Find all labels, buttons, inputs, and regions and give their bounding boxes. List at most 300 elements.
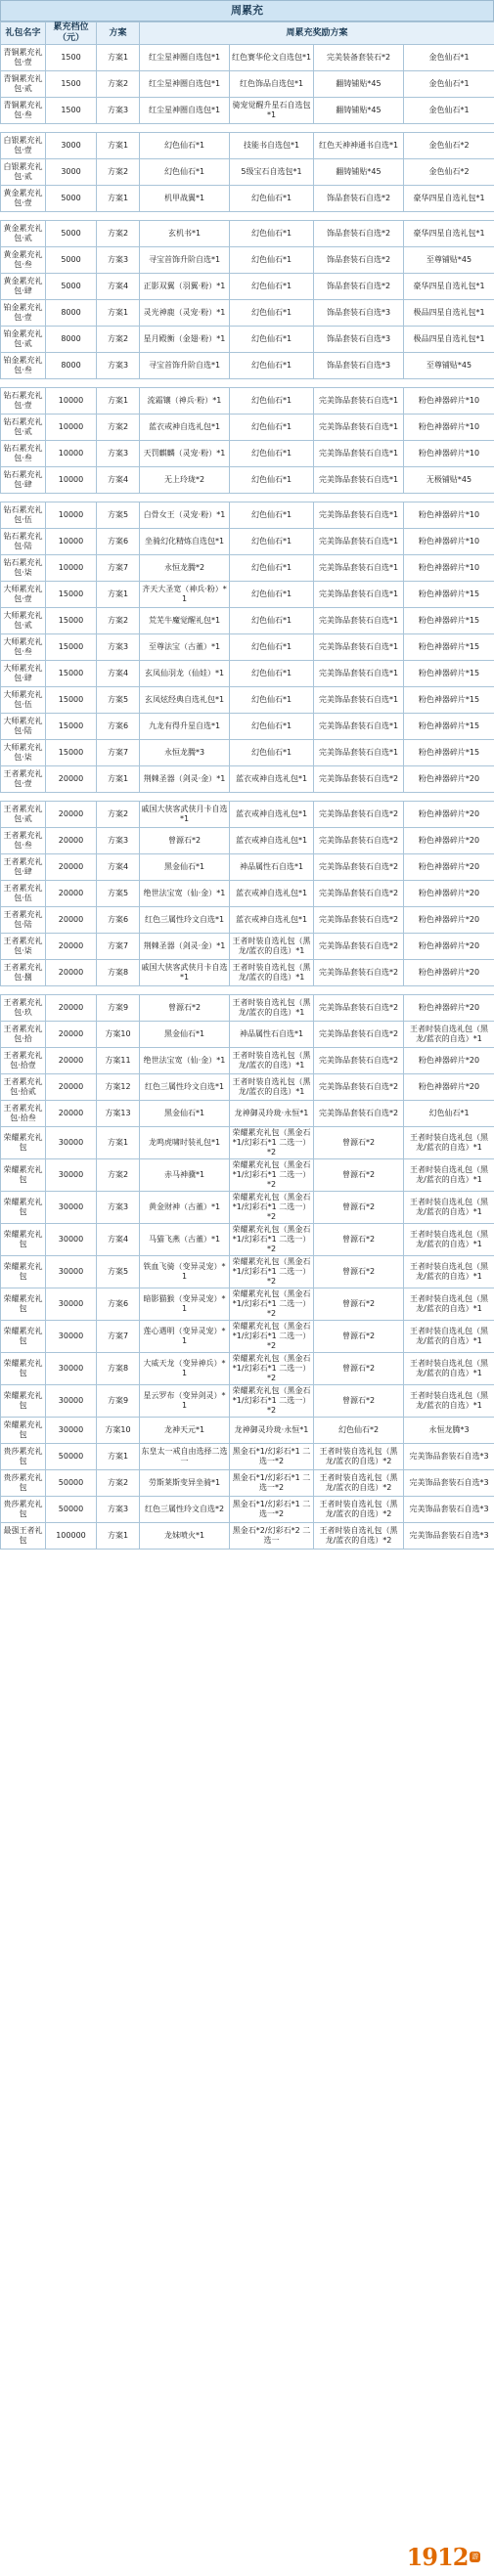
plan-cell: 方案3 — [97, 828, 140, 854]
reward-cell: 红尘星神圈自选包*1 — [140, 98, 230, 124]
reward-cell: 幻色仙石*2 — [314, 1418, 404, 1444]
reward-cell: 粉色神器碎片*20 — [404, 934, 494, 960]
table-row — [1, 907, 494, 934]
plan-cell: 方案4 — [97, 854, 140, 881]
package-name-cell: 荣耀累充礼包 — [1, 1159, 46, 1192]
reward-cell: 王者时装自选礼包（黑龙/蓝衣的自选）*1 — [404, 1385, 494, 1418]
reward-cell: 王者时装自选礼包（黑龙/蓝衣的自选）*1 — [230, 960, 314, 986]
plan-cell: 方案1 — [97, 45, 140, 71]
reward-cell: 粉色神器碎片*10 — [404, 441, 494, 467]
package-name-cell: 王者累充礼包·叁 — [1, 828, 46, 854]
amount-cell: 30000 — [46, 1256, 97, 1288]
reward-cell: 龙鸣虎啸时装礼包*1 — [140, 1127, 230, 1159]
reward-cell: 红色饰品自选包*1 — [230, 71, 314, 98]
reward-cell: 饰品套装石自选*2 — [314, 186, 404, 212]
table-row — [1, 98, 494, 124]
reward-cell: 荣耀累充礼包（黑金石*1/幻彩石*1 二选一）*2 — [230, 1127, 314, 1159]
plan-cell: 方案1 — [97, 1444, 140, 1470]
amount-cell: 10000 — [46, 441, 97, 467]
table-row — [1, 634, 494, 661]
reward-cell: 金色仙石*1 — [404, 71, 494, 98]
reward-cell: 粉色神器碎片*15 — [404, 740, 494, 766]
reward-cell: 粉色神器碎片*20 — [404, 802, 494, 828]
amount-cell: 10000 — [46, 467, 97, 494]
reward-cell: 曾源石*2 — [314, 1353, 404, 1385]
amount-cell: 8000 — [46, 353, 97, 379]
reward-cell: 完美饰品套装石自选*1 — [314, 661, 404, 687]
package-name-cell: 荣耀累充礼包 — [1, 1288, 46, 1321]
table-row — [1, 1385, 494, 1418]
package-name-cell: 最强王者礼包 — [1, 1523, 46, 1550]
reward-cell: 曾源石*2 — [140, 995, 230, 1022]
table-row — [1, 1048, 494, 1074]
reward-cell: 荣耀累充礼包（黑金石*1/幻彩石*1 二选一）*2 — [230, 1288, 314, 1321]
plan-cell: 方案12 — [97, 1074, 140, 1101]
reward-cell: 王者时装自选礼包（黑龙/蓝衣的自选）*1 — [404, 1256, 494, 1288]
reward-cell: 戚国大侠客武侠月卡自选*1 — [140, 960, 230, 986]
package-name-cell: 黄金累充礼包·叁 — [1, 247, 46, 274]
reward-cell: 灵光神鹿（灵宠·粉）*1 — [140, 300, 230, 327]
header-row — [1, 22, 494, 45]
package-name-cell: 钻石累充礼包·柒 — [1, 555, 46, 582]
plan-cell: 方案1 — [97, 388, 140, 415]
amount-cell: 20000 — [46, 1101, 97, 1127]
amount-cell: 15000 — [46, 714, 97, 740]
amount-cell: 30000 — [46, 1418, 97, 1444]
reward-cell: 完美饰品套装石自选*2 — [314, 1048, 404, 1074]
package-name-cell: 白银累充礼包·贰 — [1, 159, 46, 186]
reward-cell: 曾源石*2 — [314, 1321, 404, 1353]
table-row — [1, 1159, 494, 1192]
amount-cell: 3000 — [46, 133, 97, 159]
amount-cell: 1500 — [46, 98, 97, 124]
plan-cell: 方案10 — [97, 1418, 140, 1444]
plan-cell: 方案3 — [97, 247, 140, 274]
header-name: 礼包名字 — [1, 22, 46, 45]
reward-cell: 粉色神器碎片*10 — [404, 415, 494, 441]
reward-cell: 无极铺贴*45 — [404, 467, 494, 494]
package-name-cell: 青铜累充礼包·贰 — [1, 71, 46, 98]
reward-cell: 幻色仙石*1 — [230, 327, 314, 353]
table-row — [1, 1127, 494, 1159]
reward-cell: 曾源石*2 — [314, 1256, 404, 1288]
reward-cell: 完美饰品套装石自选*1 — [314, 555, 404, 582]
group-separator — [1, 124, 494, 133]
package-name-cell: 铂金累充礼包·叁 — [1, 353, 46, 379]
amount-cell: 50000 — [46, 1470, 97, 1497]
reward-cell: 翻铸铺贴*45 — [314, 159, 404, 186]
reward-cell: 幻色仙石*1 — [230, 353, 314, 379]
plan-cell: 方案4 — [97, 274, 140, 300]
reward-cell: 幻色仙石*1 — [230, 634, 314, 661]
reward-cell: 曾源石*2 — [140, 828, 230, 854]
table-row — [1, 441, 494, 467]
plan-cell: 方案4 — [97, 661, 140, 687]
reward-cell: 粉色神器碎片*20 — [404, 828, 494, 854]
table-row — [1, 300, 494, 327]
reward-cell: 红色三属性玲文自选*2 — [140, 1497, 230, 1523]
reward-cell: 幻色仙石*1 — [230, 529, 314, 555]
plan-cell: 方案1 — [97, 186, 140, 212]
reward-cell: 粉色神器碎片*20 — [404, 1048, 494, 1074]
package-name-cell: 王者累充礼包·捌 — [1, 960, 46, 986]
reward-cell: 金色仙石*2 — [404, 159, 494, 186]
plan-cell: 方案7 — [97, 1321, 140, 1353]
package-name-cell: 钻石累充礼包·壹 — [1, 388, 46, 415]
reward-cell: 永恒龙腾*3 — [140, 740, 230, 766]
reward-cell: 完美饰品套装石自选*1 — [314, 441, 404, 467]
amount-cell: 8000 — [46, 300, 97, 327]
reward-cell: 幻色仙石*1 — [140, 159, 230, 186]
reward-cell: 劳斯莱斯变异坐骑*1 — [140, 1470, 230, 1497]
table-row — [1, 687, 494, 714]
table-row — [1, 467, 494, 494]
reward-cell: 曾源石*2 — [314, 1192, 404, 1224]
reward-cell: 黑金仙石*1 — [140, 854, 230, 881]
reward-cell: 至尊铺贴*45 — [404, 247, 494, 274]
header-amount: 累充档位（元） — [46, 22, 97, 45]
reward-cell: 完美饰品套装石自选*3 — [404, 1523, 494, 1550]
reward-cell: 黑金石*1/幻彩石*1 二选一*2 — [230, 1470, 314, 1497]
table-row — [1, 353, 494, 379]
reward-cell: 赤马神骥*1 — [140, 1159, 230, 1192]
reward-cell: 蓝衣戒神自选礼包*1 — [230, 907, 314, 934]
reward-cell: 白骨女王（灵宠·粉）*1 — [140, 502, 230, 529]
table-row — [1, 529, 494, 555]
reward-cell: 饰品套装石自选*2 — [314, 221, 404, 247]
plan-cell: 方案1 — [97, 133, 140, 159]
reward-cell: 粉色神器碎片*15 — [404, 582, 494, 608]
reward-cell: 幻色仙石*1 — [404, 1101, 494, 1127]
reward-cell: 完美饰品套装石自选*1 — [314, 740, 404, 766]
amount-cell: 15000 — [46, 608, 97, 634]
reward-cell: 粉色神器碎片*20 — [404, 960, 494, 986]
reward-cell: 金色仙石*2 — [404, 133, 494, 159]
table-row — [1, 766, 494, 793]
reward-cell: 幻色仙石*1 — [230, 221, 314, 247]
amount-cell: 30000 — [46, 1321, 97, 1353]
package-name-cell: 大师累充礼包·伍 — [1, 687, 46, 714]
plan-cell: 方案9 — [97, 1385, 140, 1418]
reward-cell: 铁血飞骑（变异灵宠）*1 — [140, 1256, 230, 1288]
reward-cell: 荒芜牛魔觉醒礼包*1 — [140, 608, 230, 634]
package-name-cell: 大师累充礼包·肆 — [1, 661, 46, 687]
table-row — [1, 995, 494, 1022]
amount-cell: 20000 — [46, 854, 97, 881]
table-row — [1, 45, 494, 71]
package-name-cell: 大师累充礼包·贰 — [1, 608, 46, 634]
amount-cell: 100000 — [46, 1523, 97, 1550]
plan-cell: 方案6 — [97, 1288, 140, 1321]
table-row — [1, 714, 494, 740]
table-row — [1, 1022, 494, 1048]
amount-cell: 5000 — [46, 221, 97, 247]
reward-cell: 黑金石*1/幻彩石*1 二选一*2 — [230, 1444, 314, 1470]
reward-cell: 完美饰品套装石自选*2 — [314, 1022, 404, 1048]
reward-cell: 神品属性石自选*1 — [230, 1022, 314, 1048]
reward-cell: 幻色仙石*1 — [230, 740, 314, 766]
package-name-cell: 青铜累充礼包·壹 — [1, 45, 46, 71]
reward-cell: 暗影猫猴（变异灵宠）*1 — [140, 1288, 230, 1321]
amount-cell: 10000 — [46, 415, 97, 441]
table-row — [1, 1470, 494, 1497]
reward-cell: 完美饰品套装石自选*1 — [314, 388, 404, 415]
plan-cell: 方案6 — [97, 907, 140, 934]
table-row — [1, 582, 494, 608]
reward-cell: 幻色仙石*1 — [230, 467, 314, 494]
package-name-cell: 钻石累充礼包·伍 — [1, 502, 46, 529]
header-rewards: 周累充奖励方案 — [140, 22, 494, 45]
reward-cell: 荣耀累充礼包（黑金石*1/幻彩石*1 二选一）*2 — [230, 1159, 314, 1192]
plan-cell: 方案3 — [97, 98, 140, 124]
table-row — [1, 327, 494, 353]
separator-cell — [1, 494, 494, 502]
table-row — [1, 740, 494, 766]
reward-cell: 红尘星神圈自选包*1 — [140, 71, 230, 98]
group-separator — [1, 793, 494, 802]
package-name-cell: 王者累充礼包·肆 — [1, 854, 46, 881]
reward-cell: 完美饰品套装石自选*2 — [314, 907, 404, 934]
plan-cell: 方案2 — [97, 802, 140, 828]
reward-cell: 完美饰品套装石自选*2 — [314, 854, 404, 881]
reward-cell: 寻宝首饰升阶自选*1 — [140, 247, 230, 274]
reward-cell: 豪华四星自选礼包*1 — [404, 221, 494, 247]
plan-cell: 方案8 — [97, 960, 140, 986]
amount-cell: 30000 — [46, 1159, 97, 1192]
plan-cell: 方案8 — [97, 1353, 140, 1385]
plan-cell: 方案1 — [97, 582, 140, 608]
reward-cell: 王者时装自选礼包（黑龙/蓝衣的自选）*1 — [404, 1192, 494, 1224]
separator-cell — [1, 379, 494, 388]
amount-cell: 20000 — [46, 907, 97, 934]
reward-cell: 技能书自选包*1 — [230, 133, 314, 159]
reward-cell: 完美饰品套装石自选*3 — [404, 1497, 494, 1523]
plan-cell: 方案2 — [97, 71, 140, 98]
reward-cell: 粉色神器碎片*10 — [404, 555, 494, 582]
reward-cell: 骑宠觉醒升星石自选包*1 — [230, 98, 314, 124]
amount-cell: 1500 — [46, 71, 97, 98]
reward-cell: 无上玲珑*2 — [140, 467, 230, 494]
amount-cell: 15000 — [46, 634, 97, 661]
reward-cell: 流霜镶（神兵·粉）*1 — [140, 388, 230, 415]
reward-cell: 完美饰品套装石自选*1 — [314, 714, 404, 740]
table-row — [1, 1224, 494, 1256]
package-name-cell: 荣耀累充礼包 — [1, 1385, 46, 1418]
reward-cell: 齐天大圣宽（神兵·粉）*1 — [140, 582, 230, 608]
reward-cell: 荣耀累充礼包（黑金石*1/幻彩石*1 二选一）*2 — [230, 1192, 314, 1224]
reward-cell: 荆棘圣器（剑灵·金）*1 — [140, 766, 230, 793]
reward-cell: 寻宝首饰升阶自选*1 — [140, 353, 230, 379]
package-name-cell: 大师累充礼包·陆 — [1, 714, 46, 740]
reward-cell: 红色天神神通书自选*1 — [314, 133, 404, 159]
reward-cell: 永恒龙腾*3 — [404, 1418, 494, 1444]
reward-cell: 红色三属性玲文自选*1 — [140, 1074, 230, 1101]
package-name-cell: 荣耀累充礼包 — [1, 1353, 46, 1385]
reward-cell: 神品属性石自选*1 — [230, 854, 314, 881]
reward-cell: 完美饰品套装石自选*1 — [314, 634, 404, 661]
reward-cell: 完美饰品套装石自选*1 — [314, 687, 404, 714]
site-logo — [397, 2541, 490, 2572]
package-name-cell: 大师累充礼包·壹 — [1, 582, 46, 608]
amount-cell: 50000 — [46, 1444, 97, 1470]
package-name-cell: 钻石累充礼包·陆 — [1, 529, 46, 555]
reward-cell: 完美饰品套装石自选*1 — [314, 608, 404, 634]
reward-cell: 幻色仙石*1 — [230, 415, 314, 441]
package-name-cell: 荣耀累充礼包 — [1, 1127, 46, 1159]
reward-cell: 莲心遇明（变异灵宠）*1 — [140, 1321, 230, 1353]
reward-cell: 曾源石*2 — [314, 1288, 404, 1321]
table-row — [1, 802, 494, 828]
reward-cell: 曾源石*2 — [314, 1127, 404, 1159]
reward-cell: 粉色神器碎片*10 — [404, 529, 494, 555]
package-name-cell: 大师累充礼包·叁 — [1, 634, 46, 661]
reward-cell: 星云罗布（变异剑灵）*1 — [140, 1385, 230, 1418]
reward-cell: 粉色神器碎片*20 — [404, 907, 494, 934]
plan-cell: 方案5 — [97, 1256, 140, 1288]
reward-cell: 玄凤炫经典自选礼包*1 — [140, 687, 230, 714]
package-name-cell: 王者累充礼包·陆 — [1, 907, 46, 934]
reward-cell: 金色仙石*1 — [404, 98, 494, 124]
amount-cell: 15000 — [46, 687, 97, 714]
group-separator — [1, 494, 494, 502]
reward-cell: 至尊法宝（古董）*1 — [140, 634, 230, 661]
reward-cell: 王者时装自选礼包（黑龙/蓝衣的自选）*1 — [404, 1127, 494, 1159]
reward-cell: 龙神御灵玲珑·永恒*1 — [230, 1418, 314, 1444]
table-row — [1, 1192, 494, 1224]
reward-cell: 完美饰品套装石自选*2 — [314, 766, 404, 793]
reward-cell: 王者时装自选礼包（黑龙/蓝衣的自选）*2 — [314, 1497, 404, 1523]
package-name-cell: 王者累充礼包·贰 — [1, 802, 46, 828]
table-row — [1, 1321, 494, 1353]
amount-cell: 20000 — [46, 802, 97, 828]
reward-cell: 极品四星自选礼包*1 — [404, 327, 494, 353]
reward-cell: 饰品套装石自选*3 — [314, 327, 404, 353]
reward-cell: 坐骑幻化精炼自选包*1 — [140, 529, 230, 555]
table-row — [1, 854, 494, 881]
reward-cell: 王者时装自选礼包（黑龙/蓝衣的自选）*1 — [230, 995, 314, 1022]
amount-cell: 15000 — [46, 661, 97, 687]
reward-cell: 蓝衣戒神自选礼包*1 — [230, 881, 314, 907]
reward-cell: 幻色仙石*1 — [230, 502, 314, 529]
amount-cell: 10000 — [46, 529, 97, 555]
reward-cell: 永恒龙腾*2 — [140, 555, 230, 582]
reward-cell: 荣耀累充礼包（黑金石*1/幻彩石*1 二选一）*2 — [230, 1224, 314, 1256]
amount-cell: 5000 — [46, 186, 97, 212]
table-row — [1, 828, 494, 854]
reward-cell: 玄机书*1 — [140, 221, 230, 247]
reward-cell: 荣耀累充礼包（黑金石*1/幻彩石*1 二选一）*2 — [230, 1353, 314, 1385]
reward-cell: 龙神天元*1 — [140, 1418, 230, 1444]
plan-cell: 方案7 — [97, 555, 140, 582]
logo-number: 1912 — [406, 2542, 469, 2571]
table-row — [1, 502, 494, 529]
table-row — [1, 1444, 494, 1470]
plan-cell: 方案2 — [97, 608, 140, 634]
group-separator — [1, 212, 494, 221]
package-name-cell: 黄金累充礼包·肆 — [1, 274, 46, 300]
package-name-cell: 大师累充礼包·柒 — [1, 740, 46, 766]
reward-cell: 粉色神器碎片*20 — [404, 881, 494, 907]
reward-cell: 粉色神器碎片*20 — [404, 766, 494, 793]
plan-cell: 方案2 — [97, 1470, 140, 1497]
reward-cell: 天罚麒麟（灵宠·粉）*1 — [140, 441, 230, 467]
table-row — [1, 1101, 494, 1127]
reward-cell: 幻色仙石*1 — [230, 687, 314, 714]
group-separator — [1, 379, 494, 388]
reward-cell: 幻色仙石*1 — [230, 247, 314, 274]
package-name-cell: 黄金累充礼包·贰 — [1, 221, 46, 247]
reward-cell: 荣耀累充礼包（黑金石*1/幻彩石*1 二选一）*2 — [230, 1385, 314, 1418]
package-name-cell: 荣耀累充礼包 — [1, 1224, 46, 1256]
amount-cell: 20000 — [46, 1022, 97, 1048]
reward-cell: 翻铸铺贴*45 — [314, 71, 404, 98]
package-name-cell: 钻石累充礼包·叁 — [1, 441, 46, 467]
plan-cell: 方案6 — [97, 714, 140, 740]
separator-cell — [1, 124, 494, 133]
package-name-cell: 贵莎累充礼包 — [1, 1470, 46, 1497]
table-row — [1, 661, 494, 687]
plan-cell: 方案1 — [97, 1523, 140, 1550]
table-row — [1, 881, 494, 907]
reward-cell: 王者时装自选礼包（黑龙/蓝衣的自选）*1 — [404, 1288, 494, 1321]
package-name-cell: 王者累充礼包·壹 — [1, 766, 46, 793]
reward-cell: 翻铸铺贴*45 — [314, 98, 404, 124]
reward-cell: 完美饰品套装石自选*1 — [314, 467, 404, 494]
reward-cell: 完美饰品套装石自选*2 — [314, 934, 404, 960]
package-name-cell: 贵莎累充礼包 — [1, 1444, 46, 1470]
reward-cell: 戚国大侠客武侠月卡自选*1 — [140, 802, 230, 828]
reward-cell: 幻色仙石*1 — [140, 133, 230, 159]
reward-cell: 粉色神器碎片*15 — [404, 608, 494, 634]
package-name-cell: 白银累充礼包·壹 — [1, 133, 46, 159]
plan-cell: 方案3 — [97, 634, 140, 661]
reward-cell: 蓝衣戒神自选礼包*1 — [230, 828, 314, 854]
reward-cell: 王者时装自选礼包（黑龙/蓝衣的自选）*1 — [230, 1074, 314, 1101]
reward-cell: 荣耀累充礼包（黑金石*1/幻彩石*1 二选一）*2 — [230, 1256, 314, 1288]
reward-cell: 幻色仙石*1 — [230, 582, 314, 608]
reward-cell: 马猫飞燕（古董）*1 — [140, 1224, 230, 1256]
package-name-cell: 荣耀累充礼包 — [1, 1256, 46, 1288]
amount-cell: 10000 — [46, 502, 97, 529]
table-row — [1, 186, 494, 212]
reward-table — [0, 22, 494, 1550]
reward-cell: 完美饰品套装石自选*3 — [404, 1470, 494, 1497]
plan-cell: 方案2 — [97, 221, 140, 247]
reward-cell: 绝世法宝宽（仙·金）*1 — [140, 881, 230, 907]
reward-cell: 大威天龙（变异神兵）*1 — [140, 1353, 230, 1385]
package-name-cell: 荣耀累充礼包 — [1, 1418, 46, 1444]
table-row — [1, 159, 494, 186]
reward-cell: 粉色神器碎片*10 — [404, 388, 494, 415]
reward-cell: 幻色仙石*1 — [230, 388, 314, 415]
amount-cell: 30000 — [46, 1127, 97, 1159]
plan-cell: 方案2 — [97, 415, 140, 441]
reward-cell: 完美饰品套装石自选*1 — [314, 529, 404, 555]
amount-cell: 1500 — [46, 45, 97, 71]
plan-cell: 方案10 — [97, 1022, 140, 1048]
reward-cell: 蓝衣戒神自选礼包*1 — [140, 415, 230, 441]
plan-cell: 方案5 — [97, 881, 140, 907]
table-row — [1, 1353, 494, 1385]
reward-cell: 完美饰品套装石自选*3 — [404, 1444, 494, 1470]
reward-cell: 幻色仙石*1 — [230, 441, 314, 467]
amount-cell: 3000 — [46, 159, 97, 186]
table-row — [1, 274, 494, 300]
table-row — [1, 608, 494, 634]
table-row — [1, 1418, 494, 1444]
amount-cell: 15000 — [46, 582, 97, 608]
header-plan: 方案 — [97, 22, 140, 45]
